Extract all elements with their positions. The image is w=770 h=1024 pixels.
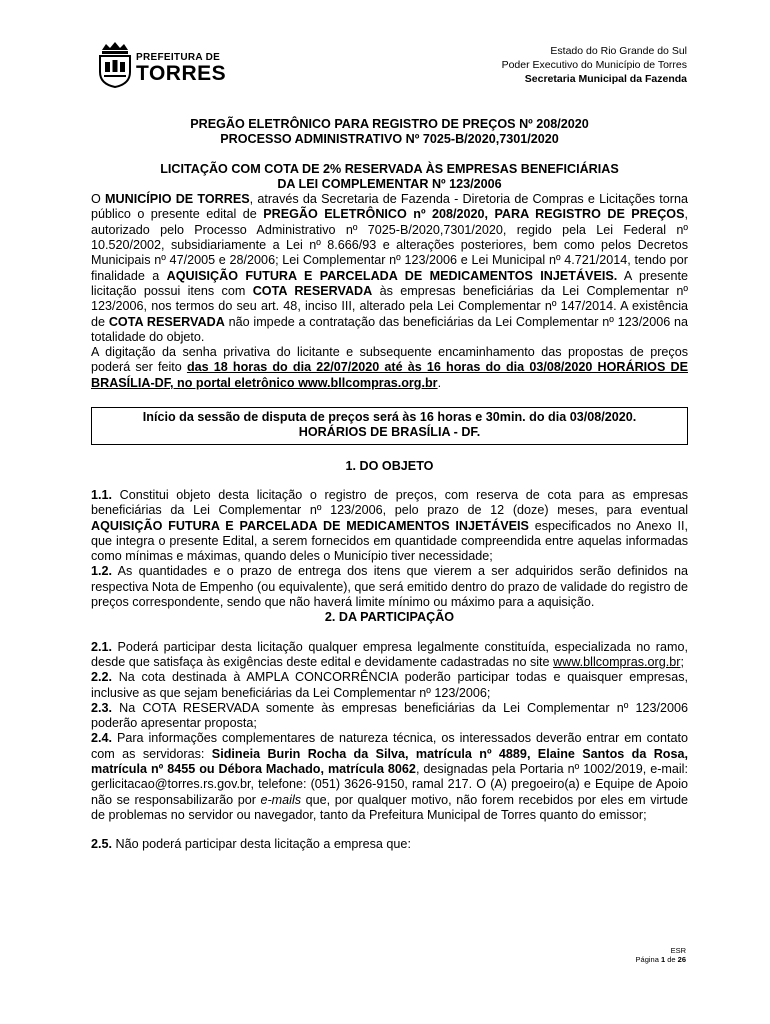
- text-run: às empresas beneficiárias da Lei Complementar nº 123/2006, nos termos do seu art. 48, inciso III, alterado pela Lei Complementar nº 147/2014. A existência de: [91, 283, 689, 329]
- clause-number: 1.1.: [91, 487, 113, 502]
- paragraph-1-2: [91, 564, 688, 610]
- session-line-2: HORÁRIOS DE BRASÍLIA - DF.: [298, 425, 481, 440]
- paragraph-2-5: [91, 837, 688, 852]
- text-run: As quantidades e o prazo de entrega dos itens que vierem a ser adquiridos serão definidos na respectiva Nota de Empenho (ou equivalente), que será emitido dentro do prazo de validade do registro de preços correspondente, sendo que não haverá limite mínimo ou máximo para a aquisição.: [91, 564, 688, 610]
- clause-number: 2.1.: [91, 639, 113, 654]
- text-run-bold: Sidineia Burin Rocha da Silva, matrícula nº 4889, Elaine Santos da Rosa, matrícula nº 8455 ou Débora Machado, matrícula 8062: [91, 746, 688, 776]
- text-run: .: [437, 375, 442, 390]
- section-1-title: 1. DO OBJETO: [345, 458, 434, 473]
- clause-number: 2.5.: [91, 837, 113, 852]
- clause-number: 2.2.: [91, 670, 113, 685]
- clause-number: 2.3.: [91, 700, 113, 715]
- section-2-title: 2. DA PARTICIPAÇÃO: [324, 610, 455, 625]
- document-body: [91, 117, 688, 852]
- text-run-bold: AQUISIÇÃO FUTURA E PARCELADA DE MEDICAMENTOS INJETÁVEIS.: [166, 268, 618, 283]
- text-run: , autorizado pelo Processo Administrativo nº 7025-B/2020,7301/2020, regido pela Lei Federal nº 10.520/2002, subsidiariamente a Lei nº 8.666/93 e alterações posteriores, bem como pelos Decretos Municipais nº 47/2005 e 28/2006; Lei Complementar nº 123/2006 e Lei Municipal nº 4.721/2014, tendo por finalidade a: [91, 207, 688, 283]
- text-run: Poderá participar desta licitação qualquer empresa legalmente constituída, especializada no ramo, desde que satisfaça às exigências deste edital e devidamente cadastradas no site: [91, 639, 688, 669]
- city-crest-icon: [96, 40, 134, 88]
- paragraph-2-1: [91, 640, 688, 671]
- text-run: não impede a contratação das beneficiárias da Lei Complementar nº 123/2006 na totalidade do objeto.: [91, 314, 689, 344]
- document-title: [91, 117, 688, 192]
- session-line-1: Início da sessão de disputa de preços será às 16 horas e 30min. do dia 03/08/2020.: [142, 410, 637, 425]
- page-footer: [636, 946, 686, 964]
- intro-paragraph: [91, 192, 688, 345]
- text-run-bold: AQUISIÇÃO FUTURA E PARCELADA DE MEDICAMENTOS INJETÁVEIS: [91, 518, 529, 533]
- title-line-4: DA LEI COMPLEMENTAR Nº 123/2006: [277, 176, 502, 191]
- text-run-bold: COTA RESERVADA: [108, 314, 225, 329]
- text-run: , através da Secretaria de Fazenda - Diretoria de Compras e Licitações torna público o presente edital de: [91, 192, 688, 222]
- text-run: que, por qualquer motivo, não forem recebidos por eles em virtude de problemas no servidor ou navegador, tanto da Prefeitura Municipal de Torres quanto do emissor;: [91, 792, 688, 822]
- prefeitura-logo: [96, 40, 236, 90]
- logo-text-torres: TORRES: [136, 62, 227, 85]
- text-run: , designadas pela Portaria nº 1002/2019, e-mail: gerlicitacao@torres.rs.gov.br, telefone: (051) 3626-9150, ramal 217. O (A) pregoeiro(a) e Equipe de Apoio não se responsabilizarão por: [91, 761, 688, 807]
- page-number: [636, 955, 686, 964]
- paragraph-2-2: [91, 670, 688, 701]
- text-run: especificados no Anexo II, que integra o presente Edital, a serem fornecidos em quantidade compreendida entre aquelas informadas como mínimas e máximas, quando deles o Município tiver necessidade;: [91, 518, 688, 564]
- digitacao-paragraph: [91, 345, 688, 391]
- text-run: Para informações complementares de natureza técnica, os interessados deverão entrar em contato com as servidoras:: [91, 731, 688, 761]
- clause-number: 2.4.: [91, 731, 113, 746]
- paragraph-2-3: [91, 701, 688, 732]
- text-run: Na cota destinada à AMPLA CONCORRÊNCIA poderão participar todas e quaisquer empresas, inclusive as que sejam beneficiárias da Lei Complementar nº 123/2006;: [91, 670, 688, 700]
- clause-number: 1.2.: [91, 564, 113, 579]
- session-start-box: [91, 407, 688, 445]
- paragraph-2-4: [91, 731, 688, 823]
- title-line-2: PROCESSO ADMINISTRATIVO Nº 7025-B/2020,7301/2020: [220, 132, 559, 147]
- text-run: O: [91, 192, 106, 207]
- header-institution: [502, 44, 687, 86]
- text-run-bold: PREGÃO ELETRÔNICO nº 208/2020, PARA REGISTRO DE PREÇOS: [263, 207, 685, 222]
- title-line-1: PREGÃO ELETRÔNICO PARA REGISTRO DE PREÇOS Nº 208/2020: [190, 117, 589, 131]
- text-run-italic: e-mails: [260, 792, 302, 807]
- deadline-text: das 18 horas do dia 22/07/2020 até às 16 horas do dia 03/08/2020 HORÁRIOS DE BRASÍLIA-DF, no portal eletrônico www.bllcompras.org.br: [91, 360, 688, 390]
- title-line-3: LICITAÇÃO COM COTA DE 2% RESERVADA ÀS EMPRESAS BENEFICIÁRIAS: [160, 161, 619, 176]
- website-link[interactable]: www.bllcompras.org.br: [553, 654, 681, 669]
- header-executive: Poder Executivo do Município de Torres: [501, 59, 687, 71]
- text-run: ;: [680, 654, 684, 669]
- text-run: A digitação da senha privativa do licitante e subsequente encaminhamento das propostas de preços poderá ser feito: [91, 345, 688, 375]
- text-run: Na COTA RESERVADA somente às empresas beneficiárias da Lei Complementar nº 123/2006 poderão apresentar proposta;: [91, 700, 688, 731]
- page-of-label: de: [665, 955, 678, 964]
- page-current: 1: [660, 955, 666, 964]
- page-total: 26: [677, 955, 686, 964]
- text-run: A presente licitação possui itens com: [91, 268, 688, 298]
- text-run: Constitui objeto desta licitação o registro de preços, com reserva de cota para as empresas beneficiárias da Lei Complementar nº 123/2006, pelo prazo de 12 (doze) meses, para eventual: [91, 487, 688, 518]
- text-run-bold: MUNICÍPIO DE TORRES: [105, 192, 250, 207]
- header-secretariat: Secretaria Municipal da Fazenda: [524, 73, 687, 85]
- page-label: Página: [635, 955, 661, 964]
- header-state: Estado do Rio Grande do Sul: [550, 45, 687, 57]
- footer-initials: ESR: [670, 946, 686, 955]
- text-run: Não poderá participar desta licitação a empresa que:: [112, 837, 411, 852]
- logo-text-prefeitura: PREFEITURA DE: [136, 52, 221, 63]
- text-run-bold: COTA RESERVADA: [252, 283, 373, 298]
- paragraph-1-1: [91, 488, 688, 564]
